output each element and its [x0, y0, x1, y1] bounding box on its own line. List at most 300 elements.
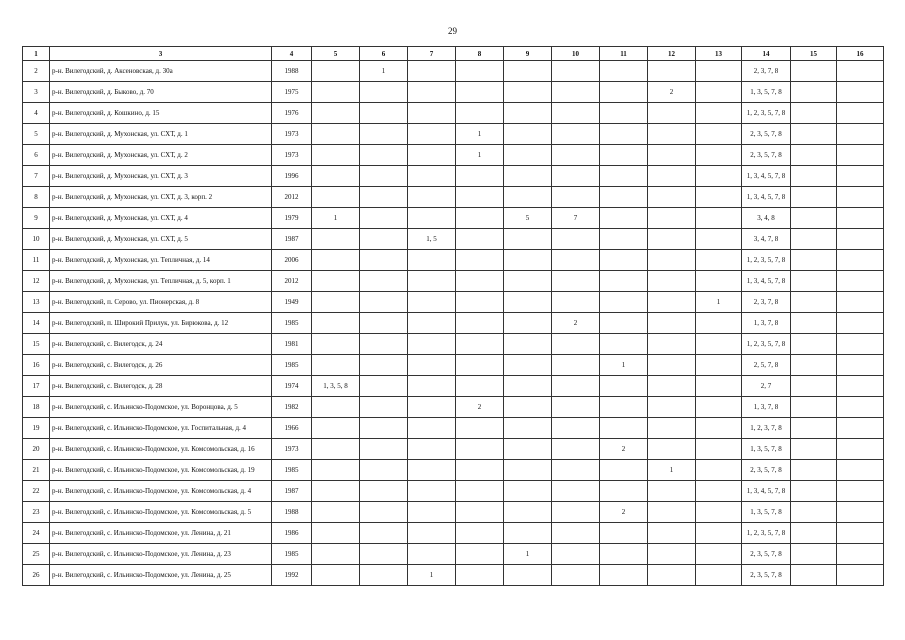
address-cell: р-н. Вилегодский, с. Ильинско-Подомское, ул. Комсомольская, д. 19 [50, 460, 272, 481]
table-cell [504, 481, 552, 502]
header-row [23, 47, 884, 61]
table-cell [360, 418, 408, 439]
table-cell [791, 376, 837, 397]
table-cell [837, 418, 884, 439]
table-cell [791, 313, 837, 334]
table-cell [791, 292, 837, 313]
table-cell: 2, 3, 5, 7, 8 [742, 565, 791, 586]
table-cell [312, 439, 360, 460]
table-cell [648, 187, 696, 208]
table-cell [552, 502, 600, 523]
table-cell: 1 [456, 124, 504, 145]
table-cell [837, 376, 884, 397]
table-cell [837, 208, 884, 229]
table-cell: 1, 3, 5, 7, 8 [742, 439, 791, 460]
table-cell [360, 460, 408, 481]
table-cell [408, 460, 456, 481]
row-number-cell: 26 [23, 565, 50, 586]
table-cell [552, 166, 600, 187]
address-cell: р-н. Вилегодский, с. Ильинско-Подомское, ул. Ленина, д. 23 [50, 544, 272, 565]
table-cell [600, 208, 648, 229]
table-cell [360, 523, 408, 544]
table-cell [360, 166, 408, 187]
table-cell [791, 124, 837, 145]
table-cell [360, 271, 408, 292]
table-cell [456, 271, 504, 292]
table-cell [552, 250, 600, 271]
row-number-cell: 7 [23, 166, 50, 187]
table-cell [408, 103, 456, 124]
table-cell: 2, 3, 7, 8 [742, 61, 791, 82]
table-cell [696, 208, 742, 229]
column-header: 16 [837, 47, 884, 61]
table-cell [456, 460, 504, 481]
table-cell [696, 481, 742, 502]
table-cell [408, 397, 456, 418]
table-cell [456, 250, 504, 271]
table-cell [837, 103, 884, 124]
address-cell: р-н. Вилегодский, с. Ильинско-Подомское, ул. Комсомольская, д. 5 [50, 502, 272, 523]
table-cell [648, 565, 696, 586]
table-cell [504, 565, 552, 586]
row-number-cell: 6 [23, 145, 50, 166]
row-number-cell: 21 [23, 460, 50, 481]
table-cell: 2, 3, 5, 7, 8 [742, 460, 791, 481]
table-cell [552, 481, 600, 502]
row-number-cell: 9 [23, 208, 50, 229]
table-cell [456, 565, 504, 586]
table-cell: 2 [648, 82, 696, 103]
row-number-cell: 19 [23, 418, 50, 439]
year-cell: 1949 [272, 292, 312, 313]
table-cell [648, 355, 696, 376]
table-row [23, 82, 884, 103]
table-cell [552, 439, 600, 460]
table-cell [791, 565, 837, 586]
table-cell [696, 124, 742, 145]
table-cell [648, 418, 696, 439]
table-cell [312, 250, 360, 271]
table-cell [791, 145, 837, 166]
table-cell [360, 376, 408, 397]
table-cell [360, 334, 408, 355]
table-cell [552, 229, 600, 250]
table-cell [600, 481, 648, 502]
row-number-cell: 5 [23, 124, 50, 145]
address-cell: р-н. Вилегодский, с. Ильинско-Подомское, ул. Воронцова, д. 5 [50, 397, 272, 418]
table-cell [696, 439, 742, 460]
column-header: 3 [50, 47, 272, 61]
table-cell [312, 103, 360, 124]
table-cell: 1, 2, 3, 5, 7, 8 [742, 103, 791, 124]
table-cell [648, 166, 696, 187]
table-cell: 1, 2, 3, 5, 7, 8 [742, 334, 791, 355]
table-cell: 2, 3, 7, 8 [742, 292, 791, 313]
year-cell: 2012 [272, 187, 312, 208]
table-cell: 1, 3, 7, 8 [742, 313, 791, 334]
table-row [23, 103, 884, 124]
address-cell: р-н. Вилегодский, д. Мухонская, ул. Тепличная, д. 5, корп. 1 [50, 271, 272, 292]
table-cell [312, 523, 360, 544]
table-cell [837, 565, 884, 586]
table-cell [791, 418, 837, 439]
row-number-cell: 13 [23, 292, 50, 313]
table-cell: 1, 3, 4, 5, 7, 8 [742, 187, 791, 208]
table-cell [408, 544, 456, 565]
table-row [23, 208, 884, 229]
row-number-cell: 8 [23, 187, 50, 208]
column-header: 4 [272, 47, 312, 61]
table-cell [504, 376, 552, 397]
table-cell [456, 544, 504, 565]
table-row [23, 397, 884, 418]
table-cell [456, 502, 504, 523]
column-header: 14 [742, 47, 791, 61]
table-cell [837, 124, 884, 145]
table-cell [504, 313, 552, 334]
table-cell [837, 82, 884, 103]
table-cell [600, 460, 648, 481]
table-cell [648, 439, 696, 460]
table-cell [837, 523, 884, 544]
table-cell [312, 313, 360, 334]
table-cell [408, 418, 456, 439]
table-cell [408, 376, 456, 397]
table-cell [456, 439, 504, 460]
table-cell [552, 334, 600, 355]
table-cell [600, 313, 648, 334]
table-cell [504, 355, 552, 376]
table-cell: 7 [552, 208, 600, 229]
table-cell [552, 103, 600, 124]
table-cell [696, 502, 742, 523]
table-cell [456, 229, 504, 250]
table-cell: 1, 3, 4, 5, 7, 8 [742, 481, 791, 502]
table-cell [791, 187, 837, 208]
table-cell [648, 544, 696, 565]
table-cell [648, 61, 696, 82]
table-cell: 1, 2, 3, 5, 7, 8 [742, 250, 791, 271]
table-cell [696, 334, 742, 355]
table-cell [648, 523, 696, 544]
address-cell: р-н. Вилегодский, с. Вилегодск, д. 24 [50, 334, 272, 355]
table-cell: 1 [456, 145, 504, 166]
table-cell [648, 145, 696, 166]
year-cell: 1987 [272, 481, 312, 502]
table-cell [360, 313, 408, 334]
table-cell [696, 61, 742, 82]
table-cell: 3, 4, 8 [742, 208, 791, 229]
table-cell [312, 124, 360, 145]
year-cell: 1986 [272, 523, 312, 544]
table-cell: 2 [600, 502, 648, 523]
table-cell [696, 397, 742, 418]
year-cell: 1976 [272, 103, 312, 124]
table-cell [696, 103, 742, 124]
table-cell [360, 187, 408, 208]
column-header: 15 [791, 47, 837, 61]
table-row [23, 439, 884, 460]
table-cell [456, 481, 504, 502]
page-number: 29 [448, 26, 457, 36]
column-header: 9 [504, 47, 552, 61]
table-cell [456, 418, 504, 439]
table-row [23, 376, 884, 397]
table-cell [696, 523, 742, 544]
address-cell: р-н. Вилегодский, п. Широкий Прилук, ул. Бирюкова, д. 12 [50, 313, 272, 334]
table-cell [552, 376, 600, 397]
table-cell [837, 355, 884, 376]
year-cell: 1973 [272, 145, 312, 166]
table-cell [408, 523, 456, 544]
table-cell [312, 460, 360, 481]
table-cell [456, 82, 504, 103]
row-number-cell: 25 [23, 544, 50, 565]
table-cell: 2 [600, 439, 648, 460]
table-cell: 1 [696, 292, 742, 313]
address-cell: р-н. Вилегодский, с. Ильинско-Подомское, ул. Комсомольская, д. 16 [50, 439, 272, 460]
table-cell [696, 313, 742, 334]
table-cell [648, 334, 696, 355]
table-row [23, 460, 884, 481]
table-cell [408, 439, 456, 460]
table-cell [648, 481, 696, 502]
table-row [23, 187, 884, 208]
table-cell [837, 271, 884, 292]
table-cell: 1, 2, 3, 5, 7, 8 [742, 523, 791, 544]
table-cell [837, 481, 884, 502]
table-row [23, 292, 884, 313]
address-cell: р-н. Вилегодский, с. Ильинско-Подомское, ул. Госпитальная, д. 4 [50, 418, 272, 439]
table-cell [791, 544, 837, 565]
table-cell [648, 502, 696, 523]
table-cell [360, 229, 408, 250]
table-cell [696, 544, 742, 565]
column-header: 7 [408, 47, 456, 61]
row-number-cell: 18 [23, 397, 50, 418]
table-cell [360, 397, 408, 418]
row-number-cell: 11 [23, 250, 50, 271]
table-cell [552, 61, 600, 82]
table-cell [312, 397, 360, 418]
table-cell [600, 187, 648, 208]
table-cell [648, 397, 696, 418]
address-cell: р-н. Вилегодский, д. Мухонская, ул. Тепличная, д. 14 [50, 250, 272, 271]
table-cell [552, 544, 600, 565]
table-cell [312, 418, 360, 439]
address-cell: р-н. Вилегодский, д. Мухонская, ул. СХТ, д. 3, корп. 2 [50, 187, 272, 208]
table-cell [504, 418, 552, 439]
row-number-cell: 16 [23, 355, 50, 376]
table-cell [360, 481, 408, 502]
table-cell [648, 124, 696, 145]
table-cell [648, 250, 696, 271]
table-cell: 1 [312, 208, 360, 229]
year-cell: 1982 [272, 397, 312, 418]
table-cell [408, 481, 456, 502]
table-cell [456, 187, 504, 208]
row-number-cell: 2 [23, 61, 50, 82]
address-cell: р-н. Вилегодский, д. Мухонская, ул. СХТ, д. 2 [50, 145, 272, 166]
table-cell [360, 565, 408, 586]
table-cell [791, 460, 837, 481]
table-cell [648, 229, 696, 250]
table-cell [360, 502, 408, 523]
table-cell: 5 [504, 208, 552, 229]
table-cell [456, 355, 504, 376]
table-cell [312, 229, 360, 250]
table-cell [408, 334, 456, 355]
table-cell: 2, 3, 5, 7, 8 [742, 145, 791, 166]
table-cell [408, 355, 456, 376]
row-number-cell: 23 [23, 502, 50, 523]
row-number-cell: 4 [23, 103, 50, 124]
table-cell: 1, 2, 3, 7, 8 [742, 418, 791, 439]
address-cell: р-н. Вилегодский, д. Мухонская, ул. СХТ, д. 1 [50, 124, 272, 145]
row-number-cell: 22 [23, 481, 50, 502]
row-number-cell: 3 [23, 82, 50, 103]
table-cell [552, 523, 600, 544]
table-cell [600, 250, 648, 271]
table-cell: 2 [552, 313, 600, 334]
year-cell: 2006 [272, 250, 312, 271]
year-cell: 1974 [272, 376, 312, 397]
year-cell: 1985 [272, 313, 312, 334]
year-cell: 1981 [272, 334, 312, 355]
table-cell [408, 124, 456, 145]
table-row [23, 124, 884, 145]
table-cell [408, 250, 456, 271]
table-cell [696, 187, 742, 208]
table-cell [312, 481, 360, 502]
table-cell [456, 376, 504, 397]
table-cell: 2, 3, 5, 7, 8 [742, 124, 791, 145]
table-cell [408, 61, 456, 82]
table-cell [504, 334, 552, 355]
table-row [23, 229, 884, 250]
table-cell [600, 271, 648, 292]
housing-registry-table [22, 46, 884, 586]
table-cell [696, 82, 742, 103]
row-number-cell: 12 [23, 271, 50, 292]
column-header: 6 [360, 47, 408, 61]
table-cell [696, 145, 742, 166]
table-cell [312, 565, 360, 586]
table-cell [648, 271, 696, 292]
row-number-cell: 15 [23, 334, 50, 355]
table-cell [837, 544, 884, 565]
table-cell [360, 124, 408, 145]
table-cell [360, 250, 408, 271]
table-cell [456, 208, 504, 229]
row-number-cell: 20 [23, 439, 50, 460]
table-cell: 1, 3, 5, 7, 8 [742, 502, 791, 523]
table-cell [504, 523, 552, 544]
table-cell [408, 313, 456, 334]
table-cell [696, 229, 742, 250]
table-cell [456, 313, 504, 334]
year-cell: 1985 [272, 544, 312, 565]
column-header: 13 [696, 47, 742, 61]
table-cell [360, 208, 408, 229]
table-cell [552, 82, 600, 103]
table-cell [600, 124, 648, 145]
table-cell [312, 145, 360, 166]
table-cell [504, 502, 552, 523]
table-row [23, 250, 884, 271]
table-cell [648, 103, 696, 124]
year-cell: 1988 [272, 502, 312, 523]
table-row [23, 355, 884, 376]
table-cell [600, 145, 648, 166]
table-cell [360, 544, 408, 565]
table-cell [360, 292, 408, 313]
table-cell [791, 61, 837, 82]
year-cell: 1973 [272, 124, 312, 145]
table-cell: 1 [600, 355, 648, 376]
table-cell [408, 502, 456, 523]
table-cell [791, 271, 837, 292]
table-cell [456, 523, 504, 544]
table-row [23, 271, 884, 292]
table-cell [312, 355, 360, 376]
table-row [23, 502, 884, 523]
table-cell [791, 523, 837, 544]
table-cell [600, 103, 648, 124]
table-cell: 3, 4, 7, 8 [742, 229, 791, 250]
table-cell [837, 460, 884, 481]
table-cell [312, 544, 360, 565]
table-cell [504, 439, 552, 460]
table-cell [504, 124, 552, 145]
table-cell [791, 103, 837, 124]
table-cell [837, 145, 884, 166]
year-cell: 1966 [272, 418, 312, 439]
row-number-cell: 24 [23, 523, 50, 544]
table-cell [360, 355, 408, 376]
table-cell [696, 565, 742, 586]
table-row [23, 313, 884, 334]
table-cell: 2, 5, 7, 8 [742, 355, 791, 376]
table-cell [696, 376, 742, 397]
table-cell: 1, 5 [408, 229, 456, 250]
table-cell [312, 334, 360, 355]
table-cell [837, 502, 884, 523]
column-header: 12 [648, 47, 696, 61]
table-row [23, 166, 884, 187]
table-cell [696, 250, 742, 271]
table-cell [837, 313, 884, 334]
table-cell [312, 292, 360, 313]
table-cell [837, 187, 884, 208]
table-cell [648, 292, 696, 313]
table-cell [312, 502, 360, 523]
table-cell [696, 418, 742, 439]
table-cell [552, 271, 600, 292]
table-cell: 2 [456, 397, 504, 418]
table-cell [360, 103, 408, 124]
table-cell [791, 229, 837, 250]
table-cell [600, 376, 648, 397]
table-cell [648, 208, 696, 229]
year-cell: 1987 [272, 229, 312, 250]
table-cell [312, 61, 360, 82]
table-cell [504, 460, 552, 481]
table-cell [552, 397, 600, 418]
column-header: 11 [600, 47, 648, 61]
table-cell [837, 439, 884, 460]
address-cell: р-н. Вилегодский, с. Ильинско-Подомское, ул. Комсомольская, д. 4 [50, 481, 272, 502]
